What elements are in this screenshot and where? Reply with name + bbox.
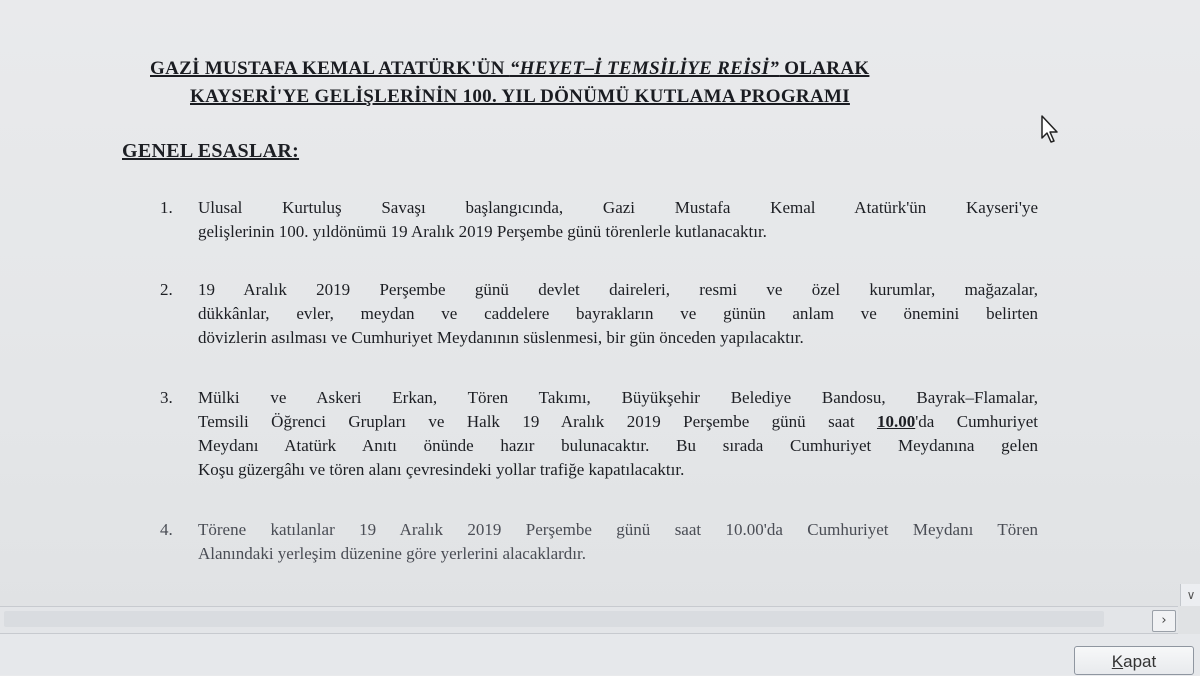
text-line: dükkânlar, evler, meydan ve caddelere bayrakların ve günün anlam ve önemini belirten (198, 304, 1038, 323)
scroll-right-button[interactable] (1152, 610, 1176, 632)
document-title-line-1 (150, 58, 1030, 80)
text-line: Ulusal Kurtuluş Savaşı başlangıcında, Gazi Mustafa Kemal Atatürk'ün Kayseri'ye (198, 198, 1038, 217)
list-item-number: 2. (160, 280, 173, 299)
list-item-number: 4. (160, 520, 173, 539)
list-item-number: 3. (160, 388, 173, 407)
text-line: Mülki ve Askeri Erkan, Tören Takımı, Büyükşehir Belediye Bandosu, Bayrak–Flamalar, (198, 388, 1038, 407)
dialog-footer (0, 634, 1200, 675)
list-item-text (198, 386, 1038, 482)
title-part-1: GAZİ MUSTAFA KEMAL ATATÜRK'ÜN (150, 58, 510, 79)
horizontal-scrollbar[interactable] (0, 606, 1178, 634)
text-line: 19 Aralık 2019 Perşembe günü devlet daireleri, resmi ve özel kurumlar, mağazalar, (198, 280, 1038, 299)
text-line: Meydanı Atatürk Anıtı önünde hazır bulunacaktır. Bu sırada Cumhuriyet Meydanına gelen (198, 436, 1038, 455)
close-button-label: apat (1123, 652, 1157, 671)
list-item-number: 1. (160, 198, 173, 217)
text-line: Törene katılanlar 19 Aralık 2019 Perşembe günü saat 10.00'da Cumhuriyet Meydanı Tören (198, 520, 1038, 539)
text-line (198, 410, 1038, 434)
close-button-accelerator: K (1111, 652, 1124, 671)
text-line: gelişlerinin 100. yıldönümü 19 Aralık 2019 Perşembe günü törenlerle kutlanacaktır. (198, 222, 767, 241)
list-item-text (198, 518, 1038, 566)
text-line: Koşu güzergâhı ve tören alanı çevresindeki yollar trafiğe kapatılacaktır. (198, 460, 685, 479)
document-title-line-2: KAYSERİ'YE GELİŞLERİNİN 100. YIL DÖNÜMÜ KUTLAMA PROGRAMI (190, 86, 850, 107)
title-part-2: OLARAK (779, 58, 870, 79)
chevron-down-icon: ∨ (1186, 588, 1196, 602)
list-item-text (198, 196, 1038, 244)
section-heading: GENEL ESASLAR: (122, 140, 300, 162)
text-fragment: Temsili Öğrenci Grupları ve Halk 19 Aralık 2019 Perşembe günü saat (198, 412, 877, 431)
close-button[interactable] (1074, 646, 1194, 675)
text-fragment: 'da Cumhuriyet (915, 412, 1038, 431)
time-highlight: 10.00 (876, 412, 916, 431)
mouse-pointer-icon (1040, 114, 1062, 144)
scrollbar-track[interactable] (4, 611, 1104, 627)
scroll-down-button[interactable] (1180, 584, 1200, 606)
text-line: dövizlerin asılması ve Cumhuriyet Meydanının süslenmesi, bir gün önceden yapılacaktır. (198, 328, 804, 347)
title-quote: “HEYET–İ TEMSİLİYE REİSİ” (509, 58, 780, 79)
chevron-right-icon: › (1161, 613, 1167, 628)
list-item-text (198, 278, 1038, 350)
text-line: Alanındaki yerleşim düzenine göre yerlerini alacaklardır. (198, 544, 587, 563)
